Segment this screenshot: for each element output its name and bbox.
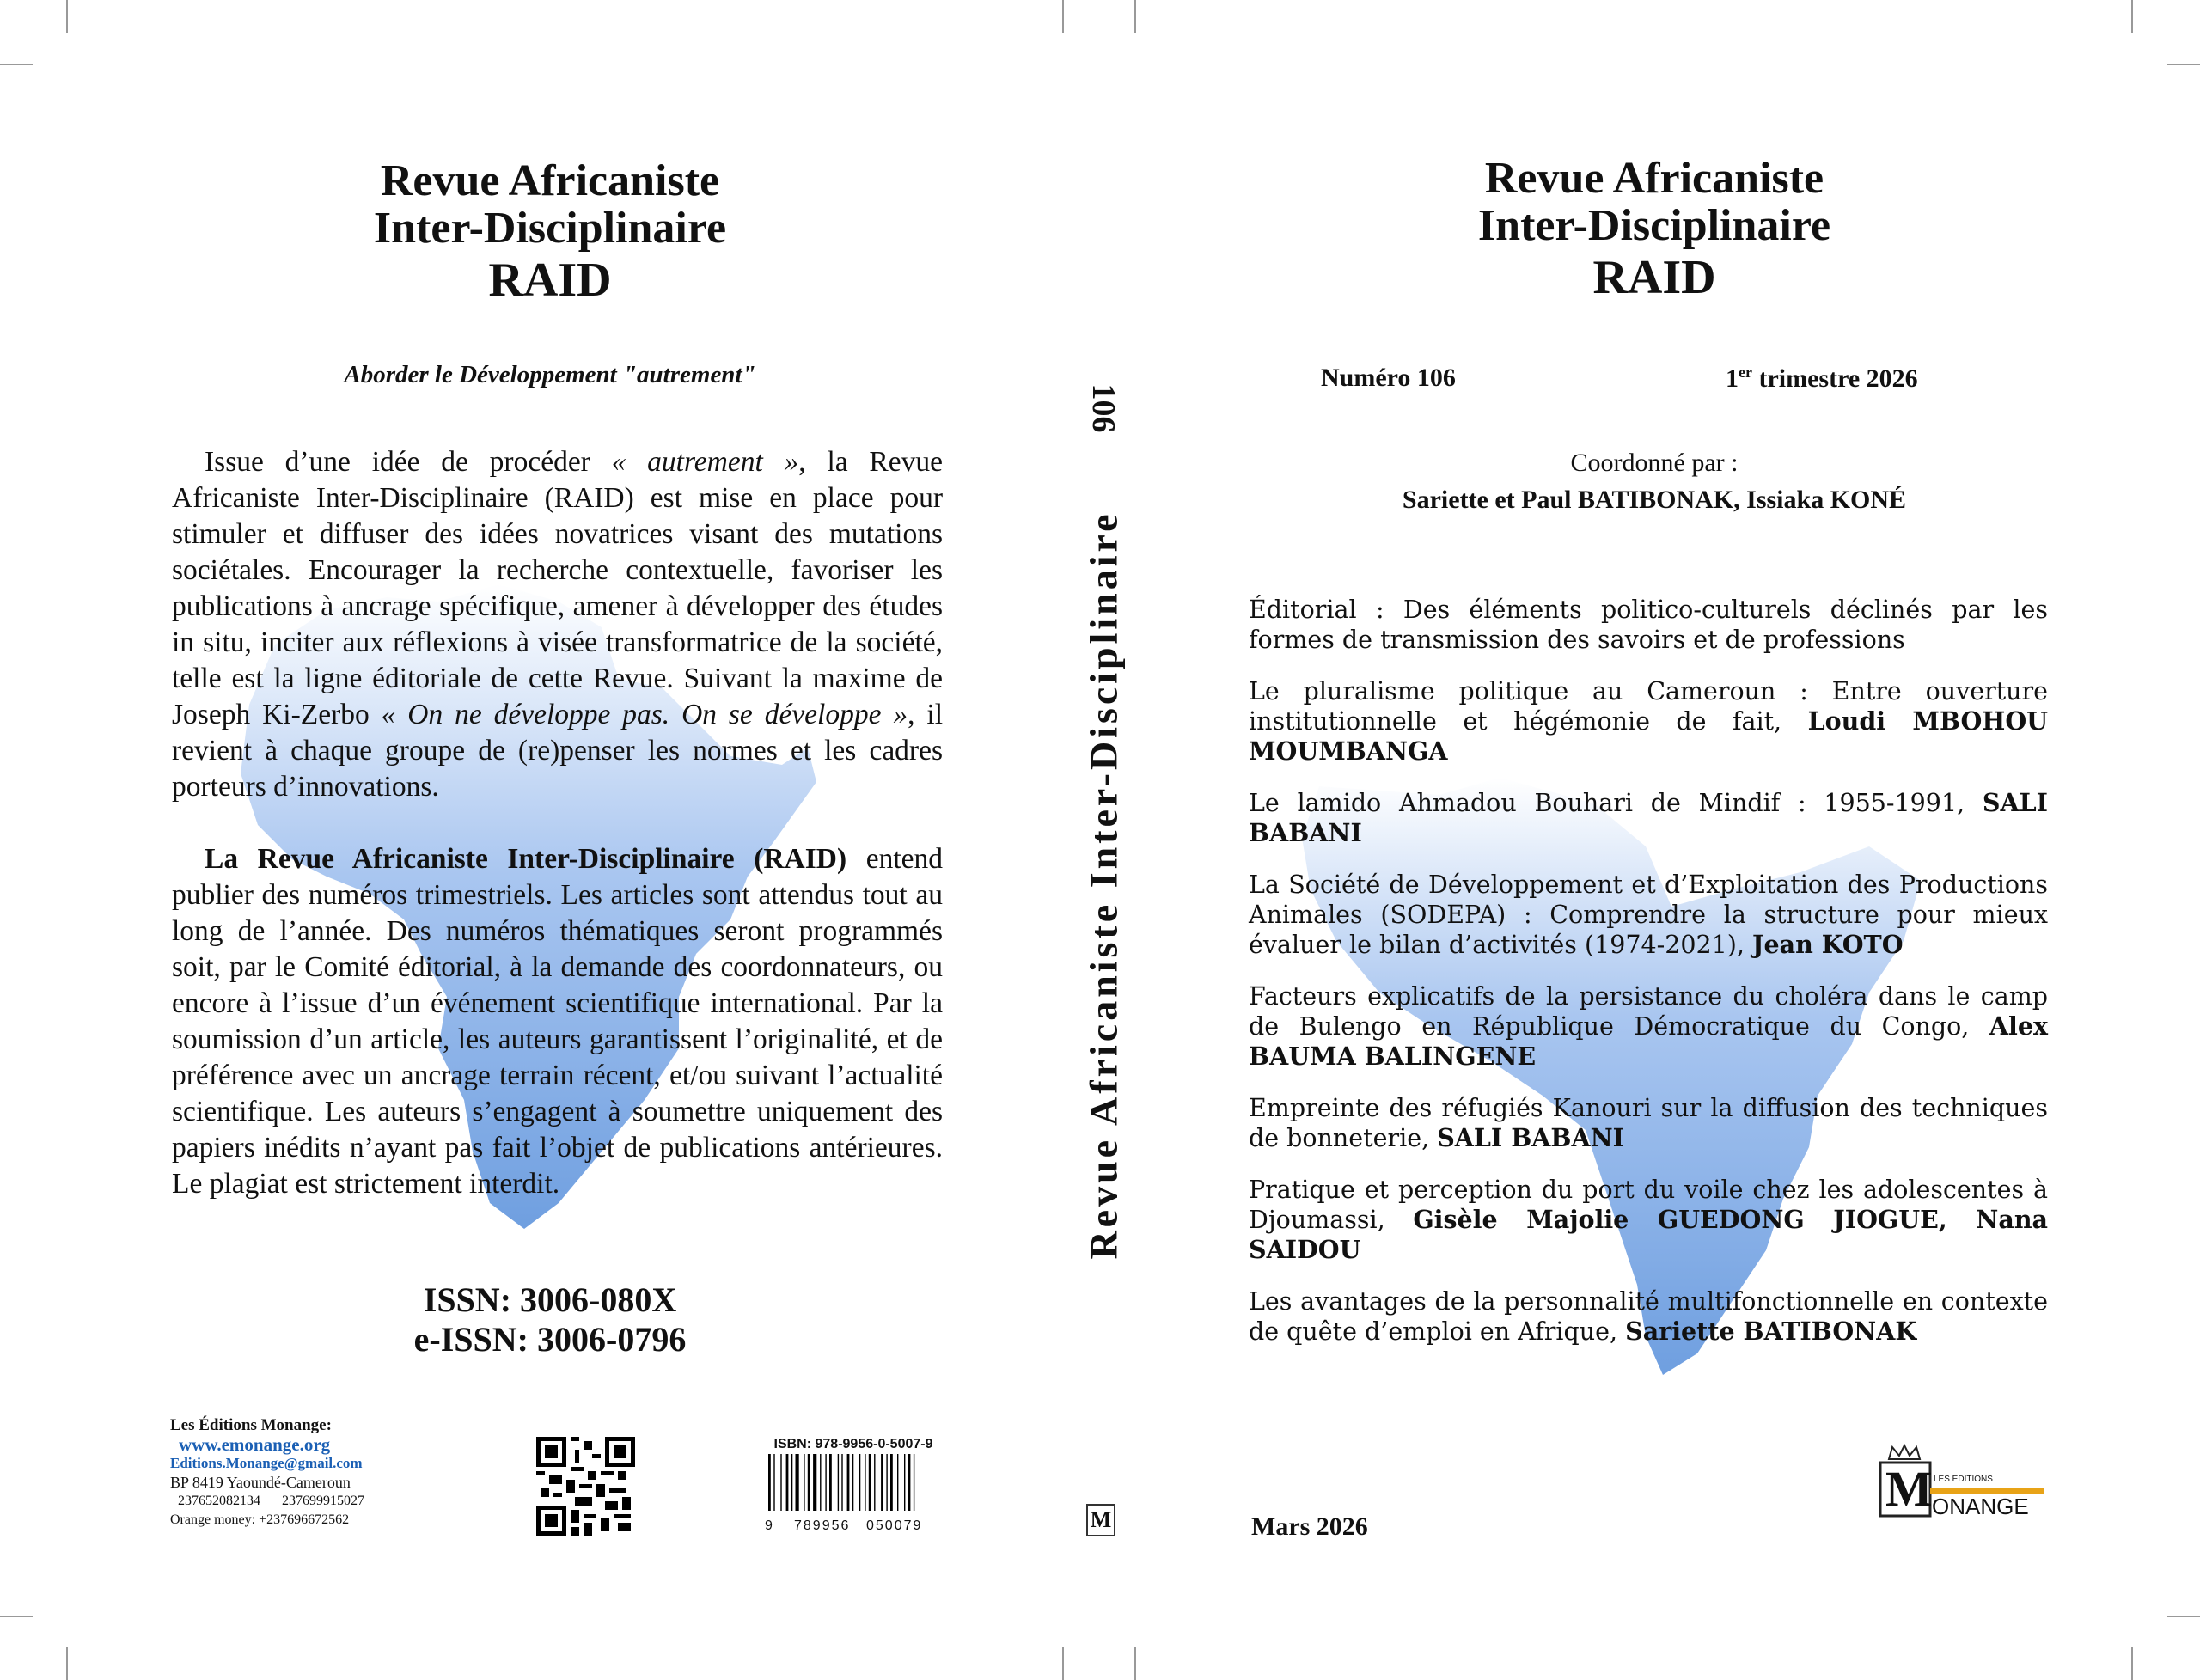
crop-mark: [1062, 1647, 1064, 1680]
logo-letter: M: [1885, 1461, 1933, 1517]
logo-name: ONANGE: [1932, 1494, 2029, 1519]
back-title: [172, 157, 928, 307]
front-title: [1246, 155, 2062, 304]
crop-mark: [2167, 1616, 2200, 1617]
text-run: « On ne développe pas. On se développe »: [381, 699, 908, 730]
toc-item-author: SALI BABANI: [1249, 788, 2048, 847]
front-title-line1: Revue Africaniste: [1484, 154, 1824, 203]
toc-item-author: SALI BABANI: [1437, 1123, 1624, 1152]
toc-item-title: La Société de Développement et d’Exploitation des Productions Animales (SODEPA) : Comprendre la structure pour mieux évaluer le bilan d’activités (1974-2021),: [1249, 871, 2048, 959]
isbn-barcode: [763, 1437, 944, 1540]
crop-mark: [0, 64, 33, 65]
coordinated-by-label: Coordonné par :: [1570, 449, 1739, 477]
issn-block: [172, 1280, 928, 1359]
spine-number-text: 106: [1085, 383, 1121, 433]
barcode-digit-first: 9: [765, 1518, 773, 1533]
back-paragraph-1: [172, 444, 943, 805]
toc-item-author: Gisèle Majolie GUEDONG JIOGUE, Nana SAIDOU: [1249, 1205, 2049, 1264]
publisher-name: Les Éditions Monange:: [170, 1416, 332, 1434]
eissn: e-ISSN: 3006-0796: [413, 1320, 687, 1359]
toc-item-author: Jean KOTO: [1752, 930, 1904, 959]
front-title-line2: Inter-Disciplinaire: [1477, 201, 1831, 251]
front-title-line3: RAID: [1592, 251, 1716, 305]
issue-number: Numéro 106: [1321, 363, 1456, 392]
phone-2: +237699915027: [274, 1494, 365, 1508]
toc-item: [1249, 1175, 2048, 1265]
toc-item: [1249, 595, 2048, 655]
table-of-contents: [1249, 595, 2048, 1368]
crop-mark: [1134, 1647, 1136, 1680]
toc-item-author: Sariette BATIBONAK: [1625, 1317, 1917, 1346]
text-run: , il revient à chaque groupe de (re)penser les normes et les cadres porteurs d’innovations.: [172, 699, 944, 803]
back-title-line1: Revue Africaniste: [380, 156, 720, 205]
text-run: « autrement »: [611, 446, 799, 478]
spine-title: Revue Africaniste Inter-Disciplinaire: [1081, 510, 1126, 1260]
quarter-sup: er: [1739, 363, 1752, 381]
publisher-email[interactable]: Editions.Monange@gmail.com: [170, 1455, 363, 1471]
toc-item-title: Éditorial : Des éléments politico-culturels déclinés par les formes de transmission des savoirs et de professions: [1249, 596, 2048, 654]
qr-code[interactable]: [536, 1437, 635, 1536]
quarter-text: trimestre 2026: [1751, 364, 1918, 393]
coordinators: Sariette et Paul BATIBONAK, Issiaka KONÉ: [1402, 486, 1907, 514]
back-title-line3: RAID: [488, 254, 612, 308]
spine: [1078, 370, 1129, 1401]
toc-item: [1249, 870, 2048, 960]
monange-logo: [1873, 1444, 2050, 1530]
text-run: Issue d’une idée de procéder: [205, 446, 612, 478]
barcode-digits: [763, 1518, 944, 1536]
crop-mark: [66, 1647, 68, 1680]
crop-mark: [0, 1616, 33, 1617]
publisher-address: BP 8419 Yaoundé-Cameroun: [170, 1474, 351, 1491]
back-description: [172, 444, 943, 1202]
issue-quarter: [1726, 363, 1918, 394]
spine-logo: M: [1086, 1504, 1115, 1536]
phone-1: +237652082134: [170, 1494, 261, 1508]
toc-item-title: Les avantages de la personnalité multifonctionnelle en contexte de quête d’emploi en Afrique,: [1249, 1287, 2048, 1346]
toc-item: [1249, 981, 2048, 1072]
toc-item-author: Alex BAUMA BALINGENE: [1249, 1011, 2048, 1071]
toc-item-title: Facteurs explicatifs de la persistance du choléra dans le camp de Bulengo en République Démocratique du Congo,: [1249, 982, 2048, 1041]
toc-item: [1249, 788, 2048, 848]
barcode-digits-last: 050079: [866, 1518, 923, 1533]
back-title-line2: Inter-Disciplinaire: [373, 204, 727, 254]
publisher-phones: [170, 1492, 445, 1511]
text-run: , la Revue Africaniste Inter-Disciplinaire (RAID) est mise en place pour stimuler et diffuser des idées novatrices visant des mutations sociétales. Encourager la recherche contextuelle, favoriser les publications à ancrage spécifique, amener à développer des études in situ, inciter aux réflexions à visée transformatrice de la société, telle est la ligne éditoriale de cette Revue. Suivant la maxime de Joseph Ki-Zerbo: [172, 446, 943, 730]
toc-item-title: Pratique et perception du port du voile chez les adolescentes à Djoumassi,: [1249, 1176, 2048, 1234]
publisher-website[interactable]: www.emonange.org: [179, 1434, 331, 1455]
text-run: entend publier des numéros trimestriels. Les articles sont attendus tout au long de l’année. Des numéros thématiques seront programmés soit, par le Comité éditorial, à la demande des coordonnateurs, ou encore à l’issue d’un événement scientifique international. Par la soumission d’un article, les auteurs garantissent l’originalité, et de préférence avec un ancrage terrain récent, et/ou suivant l’actualité scientifique. Les auteurs s’engagent à soumettre uniquement des papiers inédits n’ayant pas fait l’objet de publications antérieures. Le plagiat est strictement interdit.: [172, 843, 943, 1200]
crop-mark: [66, 0, 68, 33]
toc-item-title: Empreinte des réfugiés Kanouri sur la diffusion des techniques de bonneterie,: [1249, 1094, 2048, 1152]
crop-mark: [2131, 1647, 2133, 1680]
publication-date: Mars 2026: [1251, 1512, 1368, 1541]
publisher-info: [170, 1416, 445, 1530]
crop-mark: [1134, 0, 1136, 33]
logo-small-text: LES EDITIONS: [1934, 1475, 1993, 1484]
text-run: La Revue Africaniste Inter-Disciplinaire (RAID): [205, 843, 847, 875]
back-paragraph-2: [172, 841, 943, 1202]
toc-item-title: Le pluralisme politique au Cameroun : Entre ouverture institutionnelle et hégémonie de fait,: [1249, 677, 2048, 736]
issn: ISSN: 3006-080X: [423, 1280, 677, 1319]
quarter-num: 1: [1726, 364, 1739, 393]
publisher-orange-money: Orange money: +237696672562: [170, 1512, 350, 1527]
back-subtitle: Aborder le Développement "autrement": [344, 361, 756, 388]
crop-mark: [2131, 0, 2133, 33]
toc-item: [1249, 1093, 2048, 1153]
crop-mark: [2167, 64, 2200, 65]
toc-item-author: Loudi MBOHOU MOUMBANGA: [1249, 706, 2048, 766]
toc-item-title: Le lamido Ahmadou Bouhari de Mindif : 1955-1991,: [1249, 789, 1983, 817]
toc-item: [1249, 1286, 2048, 1347]
barcode-digits-mid: 789956: [794, 1518, 851, 1533]
isbn-label: ISBN: 978-9956-0-5007-9: [773, 1437, 933, 1451]
crop-mark: [1062, 0, 1064, 33]
toc-item: [1249, 676, 2048, 767]
barcode-bars: [763, 1452, 944, 1514]
